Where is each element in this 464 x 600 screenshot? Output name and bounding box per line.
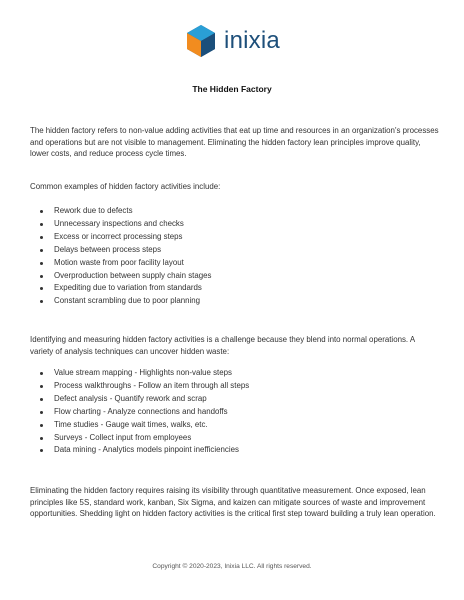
examples-list (30, 205, 211, 308)
list-item: Time studies - Gauge wait times, walks, etc. (30, 419, 249, 432)
intro-paragraph: The hidden factory refers to non-value adding activities that eat up time and resources in an organization's processes and operations but are not visible to management. Eliminating the hidden factory lean principles improve quality, lower costs, and reduce process cycle times. (30, 126, 439, 159)
list-item: Constant scrambling due to poor planning (30, 295, 211, 308)
list-item: Rework due to defects (30, 205, 211, 218)
list-item: Overproduction between supply chain stages (30, 270, 211, 283)
list-item: Data mining - Analytics models pinpoint inefficiencies (30, 444, 249, 457)
list-item: Unnecessary inspections and checks (30, 218, 211, 231)
list-item: Delays between process steps (30, 244, 211, 257)
list-item: Surveys - Collect input from employees (30, 432, 249, 445)
examples-intro: Common examples of hidden factory activities include: (30, 182, 221, 191)
techniques-list (30, 367, 249, 457)
copyright-footer: Copyright © 2020-2023, Inixia LLC. All rights reserved. (152, 563, 312, 570)
list-item: Excess or incorrect processing steps (30, 231, 211, 244)
list-item: Motion waste from poor facility layout (30, 257, 211, 270)
list-item: Value stream mapping - Highlights non-value steps (30, 367, 249, 380)
list-item: Defect analysis - Quantify rework and scrap (30, 393, 249, 406)
list-item: Process walkthroughs - Follow an item through all steps (30, 380, 249, 393)
conclusion-paragraph: Eliminating the hidden factory requires raising its visibility through quantitative measurement. Once exposed, lean principles like 5S, standard work, kanban, Six Sigma, and kaizen can mitigate sources of waste and improvement opportunities. Shedding light on hidden factory activities is the critical first step toward building a truly lean operation. (30, 486, 436, 519)
company-logo (0, 24, 464, 58)
hexagon-logo-icon (184, 24, 218, 58)
brand-name: inixia (224, 27, 280, 54)
list-item: Expediting due to variation from standards (30, 282, 211, 295)
identify-paragraph: Identifying and measuring hidden factory activities is a challenge because they blend into normal operations. A variety of analysis techniques can uncover hidden waste: (30, 335, 415, 356)
list-item: Flow charting - Analyze connections and handoffs (30, 406, 249, 419)
page-title: The Hidden Factory (192, 84, 272, 94)
